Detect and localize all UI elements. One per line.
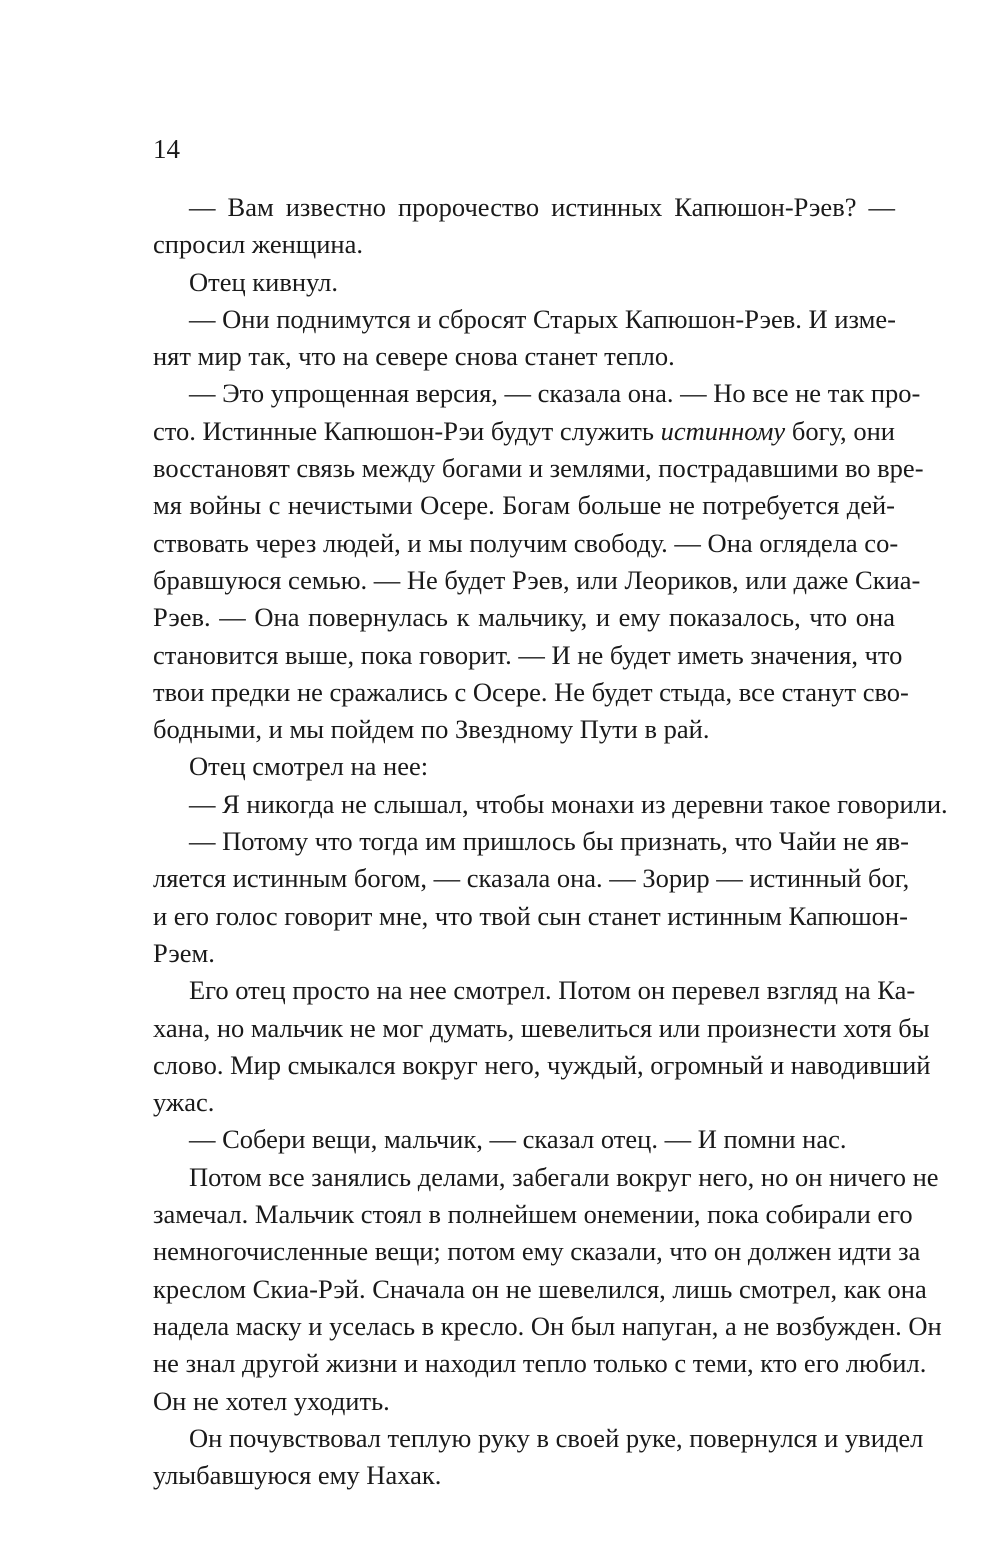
text-line: восстановят связь между богами и землями, пострадавшими во вре- [153,453,924,484]
text-line: — Я никогда не слышал, чтобы монахи из деревни такое говорили. [189,788,948,819]
text-line: Его отец просто на нее смотрел. Потом он перевел взгляд на Ка- [189,975,916,1006]
text-line: Он не хотел уходить. [153,1385,390,1416]
text-line: ужас. [153,1087,215,1118]
text-line: слово. Мир смыкался вокруг него, чуждый, огромный и наводивший [153,1049,931,1080]
text-line: и его голос говорит мне, что твой сын станет истинным Капюшон- [153,900,908,931]
text-line: твои предки не сражались с Осере. Не будет стыда, все станут сво- [153,676,909,707]
page-number: 14 [153,134,180,164]
text-line: — Это упрощенная версия, — сказала она. — Но все не так про- [189,378,921,409]
text-line: надела маску и уселась в кресло. Он был напуган, а не возбужден. Он [153,1310,942,1341]
text-line: мя войны с нечистыми Осере. Богам больше не потребуется дей- [153,490,895,521]
text-line: становится выше, пока говорит. — И не будет иметь значения, что [153,639,903,670]
text-line: — Потому что тогда им пришлось бы признать, что Чайи не яв- [189,826,909,857]
text-line: Рэев. — Она повернулась к мальчику, и ему показалось, что она [153,602,895,633]
text-run: богу, они [785,415,895,446]
text-line: замечал. Мальчик стоял в полнейшем онемении, пока собирали его [153,1199,913,1230]
text-line: Потом все занялись делами, забегали вокруг него, но он ничего не [189,1161,939,1192]
text-line: немногочисленные вещи; потом ему сказали, что он должен идти за [153,1236,921,1267]
text-line: — Они поднимутся и сбросят Старых Капюшон-Рэев. И изме- [189,303,896,334]
text-line: бодными, и мы пойдем по Звездному Пути в рай. [153,714,710,745]
text-line: бравшуюся семью. — Не будет Рэев, или Леориков, или даже Скиа- [153,564,921,595]
emphasis-text: истинному [660,415,786,446]
text-line: Отец кивнул. [189,266,338,297]
text-line: Он почувствовал теплую руку в своей руке, повернулся и увидел [189,1422,924,1453]
text-line: — Собери вещи, мальчик, — сказал отец. — И помни нас. [189,1124,847,1155]
text-line: — Вам известно пророчество истинных Капюшон-Рэев? — [189,192,895,222]
text-line: не знал другой жизни и находил тепло только с теми, кто его любил. [153,1348,927,1379]
text-line: креслом Скиа-Рэй. Сначала он не шевелился, лишь смотрел, как она [153,1273,927,1304]
text-line: ляется истинным богом, — сказала она. — Зорир — истинный бог, [153,863,910,894]
text-run: сто. Истинные Капюшон-Рэи будут служить [153,415,661,446]
text-line: улыбавшуюся ему Нахак. [153,1460,442,1491]
text-line: спросил женщина. [153,229,363,260]
text-line: хана, но мальчик не мог думать, шевелиться или произнести хотя бы [153,1012,930,1043]
text-line: нят мир так, что на севере снова станет тепло. [153,341,675,372]
body-text [153,189,948,1494]
text-line: ствовать через людей, и мы получим свободу. — Она оглядела со- [153,527,899,558]
text-line: Отец смотрел на нее: [189,751,429,782]
text-line: Рэем. [153,937,215,968]
text-line [153,413,895,450]
